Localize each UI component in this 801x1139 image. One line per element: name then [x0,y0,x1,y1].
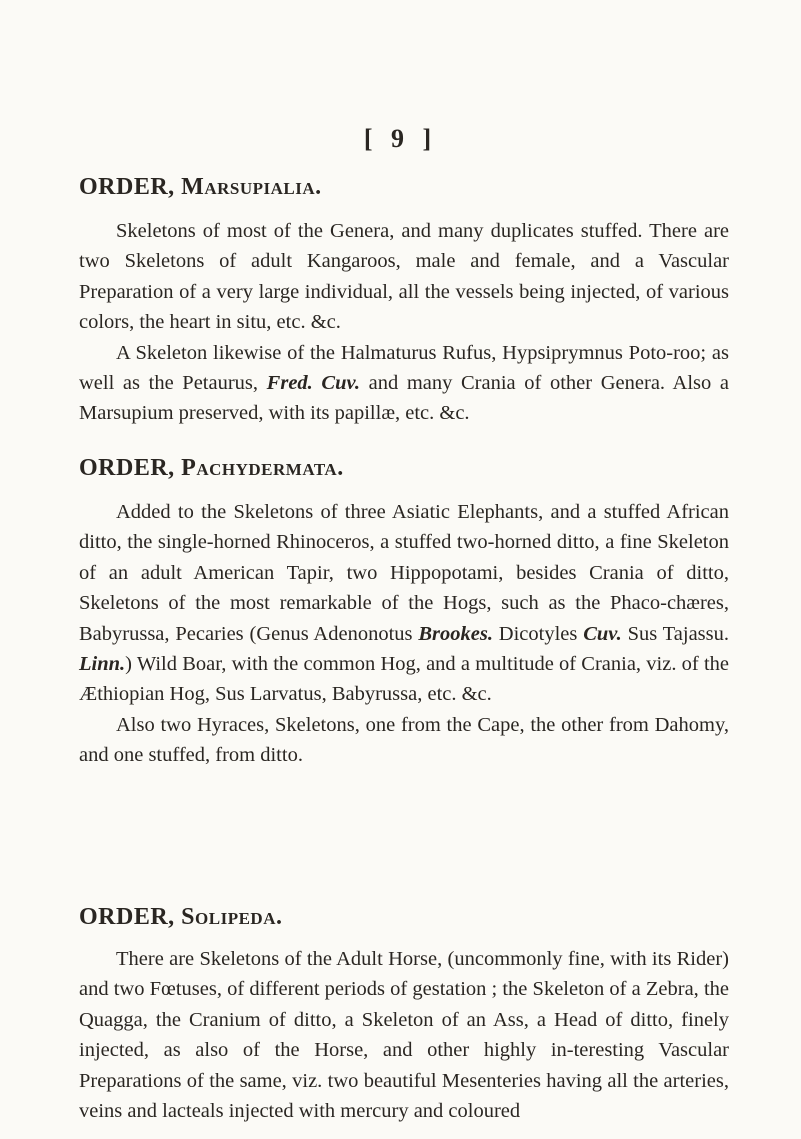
section-pachydermata [79,453,729,771]
page-number: [ 9 ] [363,124,438,153]
author-citation: Brookes. [418,622,493,645]
heading-order-name: Pachydermata. [181,455,344,481]
section-heading [79,453,729,483]
paragraph [79,497,729,710]
heading-prefix: ORDER, [79,174,182,200]
text-run: Sus Tajassu. [621,622,729,645]
paragraph [79,338,729,429]
paragraph: Skeletons of most of the Genera, and many duplicates stuffed. There are two Skeletons of adult Kangaroos, male and female, and a Vascular Preparation of a very large individual, all the vessels being injected, of various colors, the heart in situ, etc. &c. [79,220,729,334]
text-run: Added to the Skeletons of three Asiatic Elephants, and a stuffed African ditto, the single-horned Rhinoceros, a stuffed two-horned ditto, a fine Skeleton of an adult American Tapir, two Hippopotami, besides Crania of ditto, Skeletons of the most remarkable of the Hogs, such as the Phaco-chæres, Babyrussa, Pecaries (Genus Adenonotus [79,501,729,645]
heading-prefix: ORDER, [79,455,182,481]
section-marsupialia [79,172,729,429]
heading-prefix: ORDER, [79,904,182,930]
author-citation: Fred. Cuv. [266,372,360,395]
heading-order-name: Solipeda. [181,904,283,930]
section-heading [79,172,729,202]
text-run: ) Wild Boar, with the common Hog, and a multitude of Crania, viz. of the Æthiopian Hog, Sus Larvatus, Babyrussa, etc. &c. [79,653,729,706]
author-citation: Cuv. [583,622,622,645]
author-citation: Linn. [79,653,126,676]
section-heading [79,902,729,932]
section-solipeda [79,902,729,1126]
paragraph: Also two Hyraces, Skeletons, one from the Cape, the other from Dahomy, and one stuffed, from ditto. [79,713,729,767]
text-run: Dicotyles [492,622,584,645]
heading-order-name: Marsupialia. [181,174,322,200]
paragraph: There are Skeletons of the Adult Horse, (uncommonly fine, with its Rider) and two Fœtuses, of different periods of gestation ; the Skeleton of a Zebra, the Quagga, the Cranium of ditto, a Skeleton of an Ass, a Head of ditto, finely injected, as also of the Horse, and other highly in-teresting Vascular Preparations of the same, viz. two beautiful Mesenteries having all the arteries, veins and lacteals injected with mercury and coloured [79,948,729,1123]
text-run: A Skeleton likewise of the Halmaturus Rufus, Hypsiprymnus Poto-roo; as well as the Petaurus, [79,341,729,395]
text-run: and many Crania of other Genera. Also a Marsupium preserved, with its papillæ, etc. &c. [79,372,729,425]
